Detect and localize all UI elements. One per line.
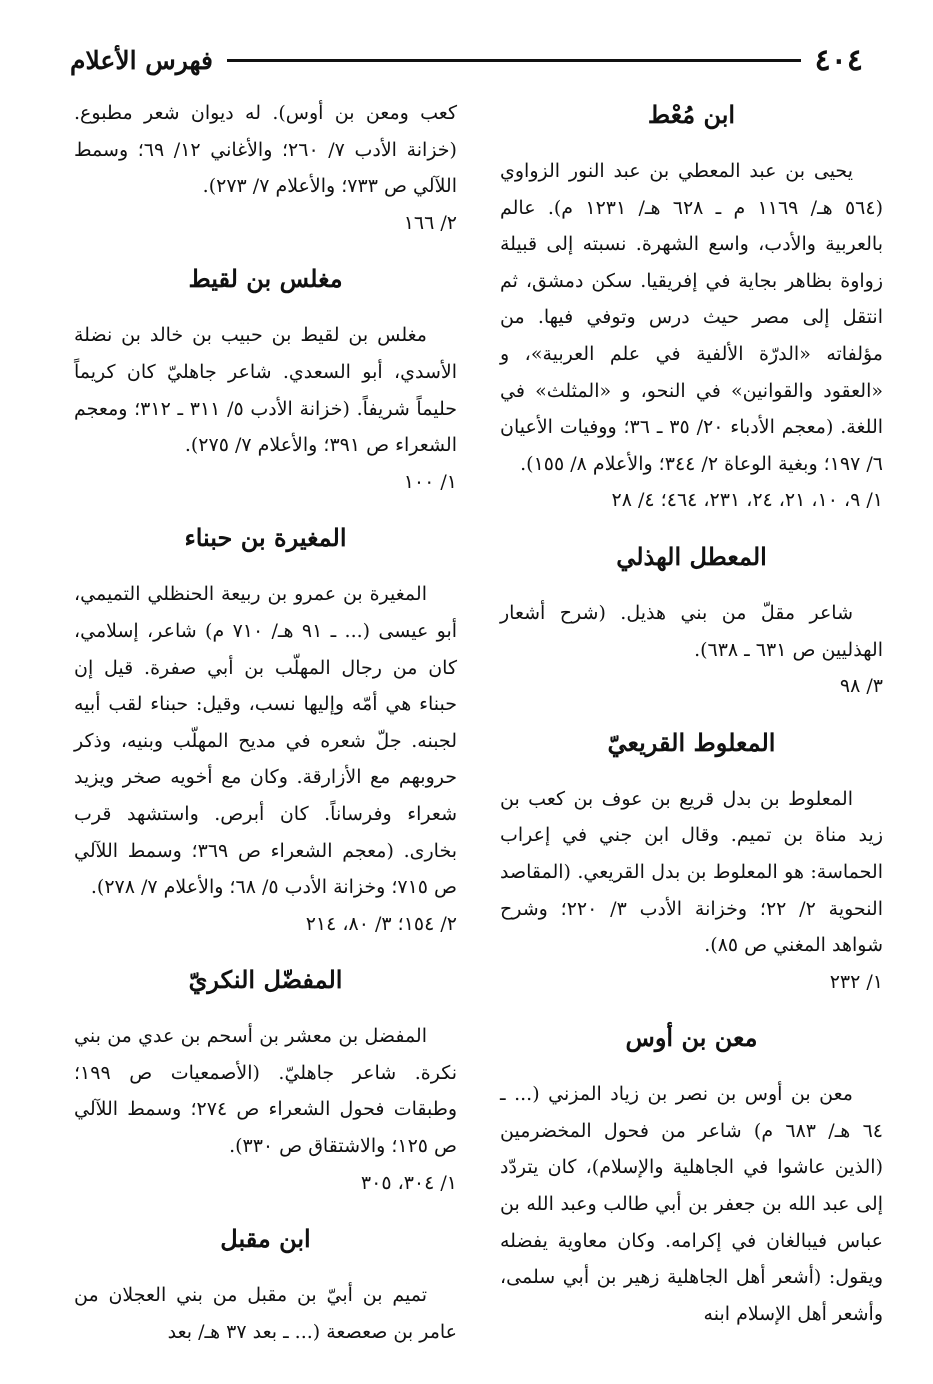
entry-refs: ٢/ ١٦٦ [403, 211, 457, 234]
entry-body: شاعر مقلّ من بني هذيل. (شرح أشعار الهذليين ص ٦٣١ ـ ٦٣٨). [500, 601, 883, 661]
running-title: فهرس الأعلام [70, 45, 214, 75]
entry-body: المغيرة بن عمرو بن ربيعة الحنظلي التميمي، أبو عيسى (... ـ ٩١ هـ/ ٧١٠ م) شاعر، إسلامي، كان من رجال المهلّب بن أبي صفرة. قيل إن حبناء هي أمّه وإليها نسب، وقيل: حبناء لقب أبيه لجبنه. جلّ شعره في مديح المهلّب وبنيه، وذكر حروبهم مع الأزارقة. وكان مع أخويه صخر ويزيد شعراء وفرساناً. كان أبرص. واستشهد قرب بخارى. (معجم الشعراء ص ٣٦٩؛ وسمط اللآلي ص ٧١٥؛ وخزانة الأدب ٥/ ٦٨؛ والأعلام ٧/ ٢٧٨). [74, 583, 458, 899]
page-number: ٤٠٤ [814, 42, 863, 78]
entry-refs: ١/ ٣٠٤، ٣٠٥ [360, 1171, 457, 1194]
entry-refs: ٣/ ٩٨ [839, 675, 883, 698]
entry-title: مغلس بن لقيط [188, 264, 343, 294]
entry-title: المغيرة بن حبناء [184, 523, 347, 553]
entry-title: المعطل الهذلي [616, 541, 767, 571]
entry-continuation [74, 95, 457, 241]
entry-body: يحيى بن عبد المعطي بن عبد النور الزواوي (٥٦٤ هـ/ ١١٦٩ م ـ ٦٢٨ هـ/ ١٢٣١ م). عالم بالعربية والأدب، واسع الشهرة. نسبته إلى قبيلة زواوة بظاهر بجاية في إفريقيا. سكن دمشق، ثم انتقل إلى مصر حيث درس وتوفي فيها. من مؤلفاته «الدرّة الألفية في علم العربية»، و «العقود والقوانين» في النحو، و «المثلث» في اللغة. (معجم الأدباء ٢٠/ ٣٥ ـ ٣٦؛ ووفيات الأعيان ٦/ ١٩٧؛ وبغية الوعاة ٢/ ٣٤٤؛ والأعلام ٨/ ١٥٥). [500, 160, 884, 475]
entry-body: المعلوط بن بدل قريع بن عوف بن كعب بن زيد مناة بن تميم. وقال ابن جني في إعراب الحماسة: هو المعلوط بن بدل القريعي. (المقاصد النحوية ٢/ ٢٢؛ وخزانة الأدب ٣/ ٢٢٠؛ وشرح شواهد المغني ص ٨٥). [500, 787, 883, 957]
entry [500, 537, 883, 705]
entry-body: مغلس بن لقيط بن حبيب بن خالد بن نضلة الأسدي، أبو السعدي. شاعر جاهليّ كان كريماً حليماً شريفاً. (خزانة الأدب ٥/ ٣١١ ـ ٣١٢؛ ومعجم الشعراء ص ٣٩١؛ والأعلام ٧/ ٢٧٥). [74, 324, 457, 457]
page-header [70, 38, 863, 82]
entry [74, 259, 457, 500]
entry-title: ابن مقبل [220, 1224, 311, 1254]
entry-title: ابن مُعْط [647, 100, 736, 129]
left-column [74, 95, 457, 1350]
entry [74, 1219, 457, 1350]
entry-body: المفضل بن معشر بن أسحم بن عدي من بني نكرة. شاعر جاهليّ. (الأصمعيات ص ١٩٩؛ وطبقات فحول الشعراء ص ٢٧٤؛ وسمط اللآلي ص ١٢٥؛ والاشتقاق ص ٣٣٠). [74, 1025, 458, 1158]
header-rule [227, 59, 801, 62]
entry-title: معن بن أوس [625, 1023, 758, 1053]
entry-body: كعب ومعن بن أوس). له ديوان شعر مطبوع. (خزانة الأدب ٧/ ٢٦٠؛ والأغاني ١٢/ ٦٩؛ وسمط اللآلي ص ٧٣٣؛ والأعلام ٧/ ٢٧٣). [74, 102, 457, 198]
entry [500, 723, 883, 1001]
entry [74, 960, 457, 1201]
entry [74, 518, 457, 942]
entry-title: المعلوط القريعيّ [607, 727, 776, 757]
entry-body: معن بن أوس بن نصر بن زياد المزني (... ـ ٦٤ هـ/ ٦٨٣ م) شاعر من فحول المخضرمين (الذين عاشوا في الجاهلية والإسلام)، كان يتردّد إلى عبد الله بن جعفر بن أبي طالب وعبد الله بن عباس فيبالغان في إكرامه. وكان معاوية يفضله ويقول: (أشعر أهل الجاهلية زهير بن أبي سلمى، وأشعر أهل الإسلام ابنه [500, 1083, 883, 1325]
entry [500, 1018, 883, 1332]
entry-refs: ٢/ ١٥٤؛ ٣/ ٨٠، ٢١٤ [305, 912, 457, 935]
entry-refs: ١/ ٢٣٢ [829, 970, 883, 993]
right-column [500, 95, 883, 1332]
entry-body: تميم بن أبيّ بن مقبل من بني العجلان من عامر بن صعصعة (... ـ بعد ٣٧ هـ/ بعد [74, 1284, 457, 1343]
entry-refs: ١/ ٩، ١٠، ٢١، ٢٤، ٢٣١، ٤٦٤؛ ٤/ ٢٨ [611, 489, 883, 512]
entry [500, 95, 883, 519]
entry-title: المفضّل النكريّ [188, 965, 343, 995]
entry-refs: ١/ ١٠٠ [403, 470, 457, 493]
